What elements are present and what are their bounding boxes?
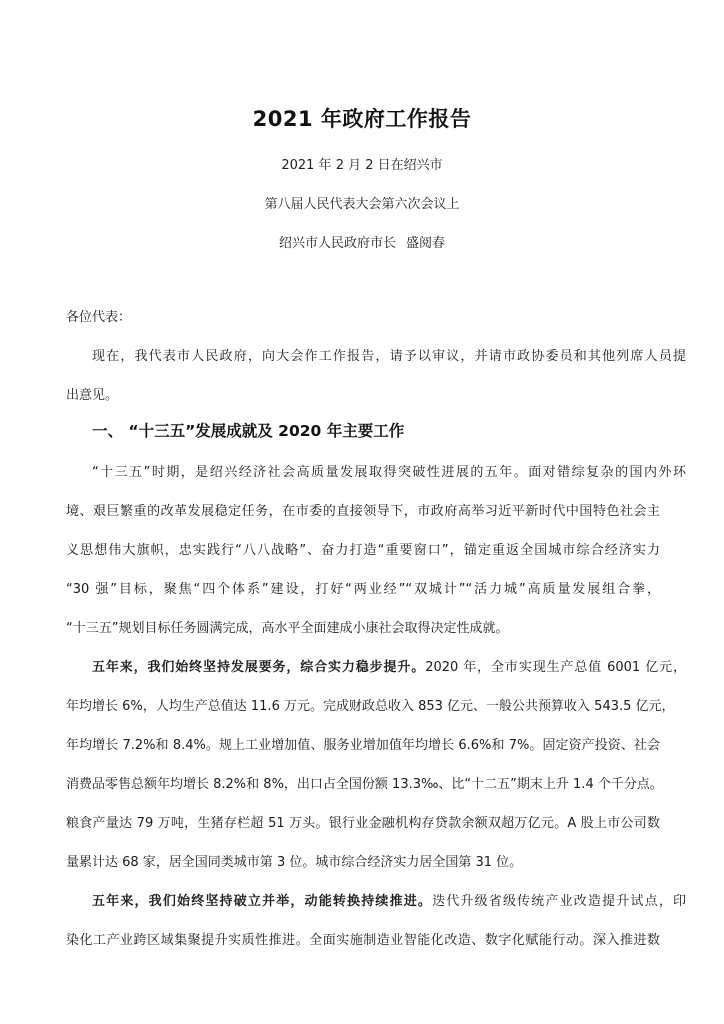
salutation: 各位代表：: [66, 310, 132, 325]
intro-line-2: 出意见。: [66, 388, 119, 403]
para2-line-5: 粮食产量达 79 万吨，生猪存栏超 51 万头。银行业金融机构存贷款余额双超万亿元。A 股上市公司数: [66, 816, 660, 831]
intro-line-1: 现在，我代表市人民政府，向大会作工作报告，请予以审议，并请市政协委员和其他列席人员提: [92, 349, 686, 364]
date-line: 2021 年 2 月 2 日在绍兴市: [281, 158, 443, 173]
para3-first-rest: 迭代升级省级传统产业改造提升试点，印: [432, 894, 686, 909]
para1-line-4: “30 强”目标，聚焦“四个体系”建设，打好“两业经”“双城计”“活力城”高质量发展组合拳，: [66, 582, 660, 597]
para2-line-1: [66, 656, 686, 675]
para2-line-6: 量累计达 68 家，居全国同类城市第 3 位。城市综合经济实力居全国第 31 位。: [66, 855, 523, 870]
para1-line-5: “十三五”规划目标任务圆满完成，高水平全面建成小康社会取得决定性成就。: [66, 621, 509, 636]
para3-line-1: [66, 890, 686, 909]
para2-lead: 五年来，我们始终坚持发展要务，综合实力稳步提升。: [92, 660, 426, 675]
para2-line-3: 年均增长 7.2%和 8.4%。规上工业增加值、服务业增加值年均增长 6.6%和 7%。固定资产投资、社会: [66, 738, 660, 753]
para2-first-rest: 2020 年，全市实现生产总值 6001 亿元，: [425, 660, 686, 675]
para1-line-3: 义思想伟大旗帜，忠实践行“八八战略”、奋力打造“重要窗口”，锚定重返全国城市综合经济实力: [66, 543, 660, 558]
para3-lead: 五年来，我们始终坚持破立并举，动能转换持续推进。: [92, 894, 433, 909]
section-heading: 一、 “十三五”发展成就及 2020 年主要工作: [92, 422, 405, 440]
speaker-line: [0, 232, 724, 251]
para1-line-1: “十三五”时期，是绍兴经济社会高质量发展取得突破性进展的五年。面对错综复杂的国内外环: [92, 465, 686, 480]
para3-line-2: 染化工产业跨区域集聚提升实质性推进。全面实施制造业智能化改造、数字化赋能行动。深入推进数: [66, 933, 660, 948]
document-title: 2021 年政府工作报告: [252, 107, 472, 131]
speaker-name: 盛阅春: [406, 236, 446, 251]
para1-line-2: 境、艰巨繁重的改革发展稳定任务，在市委的直接领导下，市政府高举习近平新时代中国特色社会主: [66, 504, 660, 519]
meeting-line: 第八届人民代表大会第六次会议上: [264, 197, 460, 212]
para2-line-4: 消费品零售总额年均增长 8.2%和 8%，出口占全国份额 13.3‰、比“十二五”期末上升 1.4 个千分点。: [66, 777, 663, 792]
speaker-role: 绍兴市人民政府市长: [278, 236, 396, 251]
para2-line-2: 年均增长 6%，人均生产总值达 11.6 万元。完成财政总收入 853 亿元、一般公共预算收入 543.5 亿元，: [66, 699, 675, 714]
